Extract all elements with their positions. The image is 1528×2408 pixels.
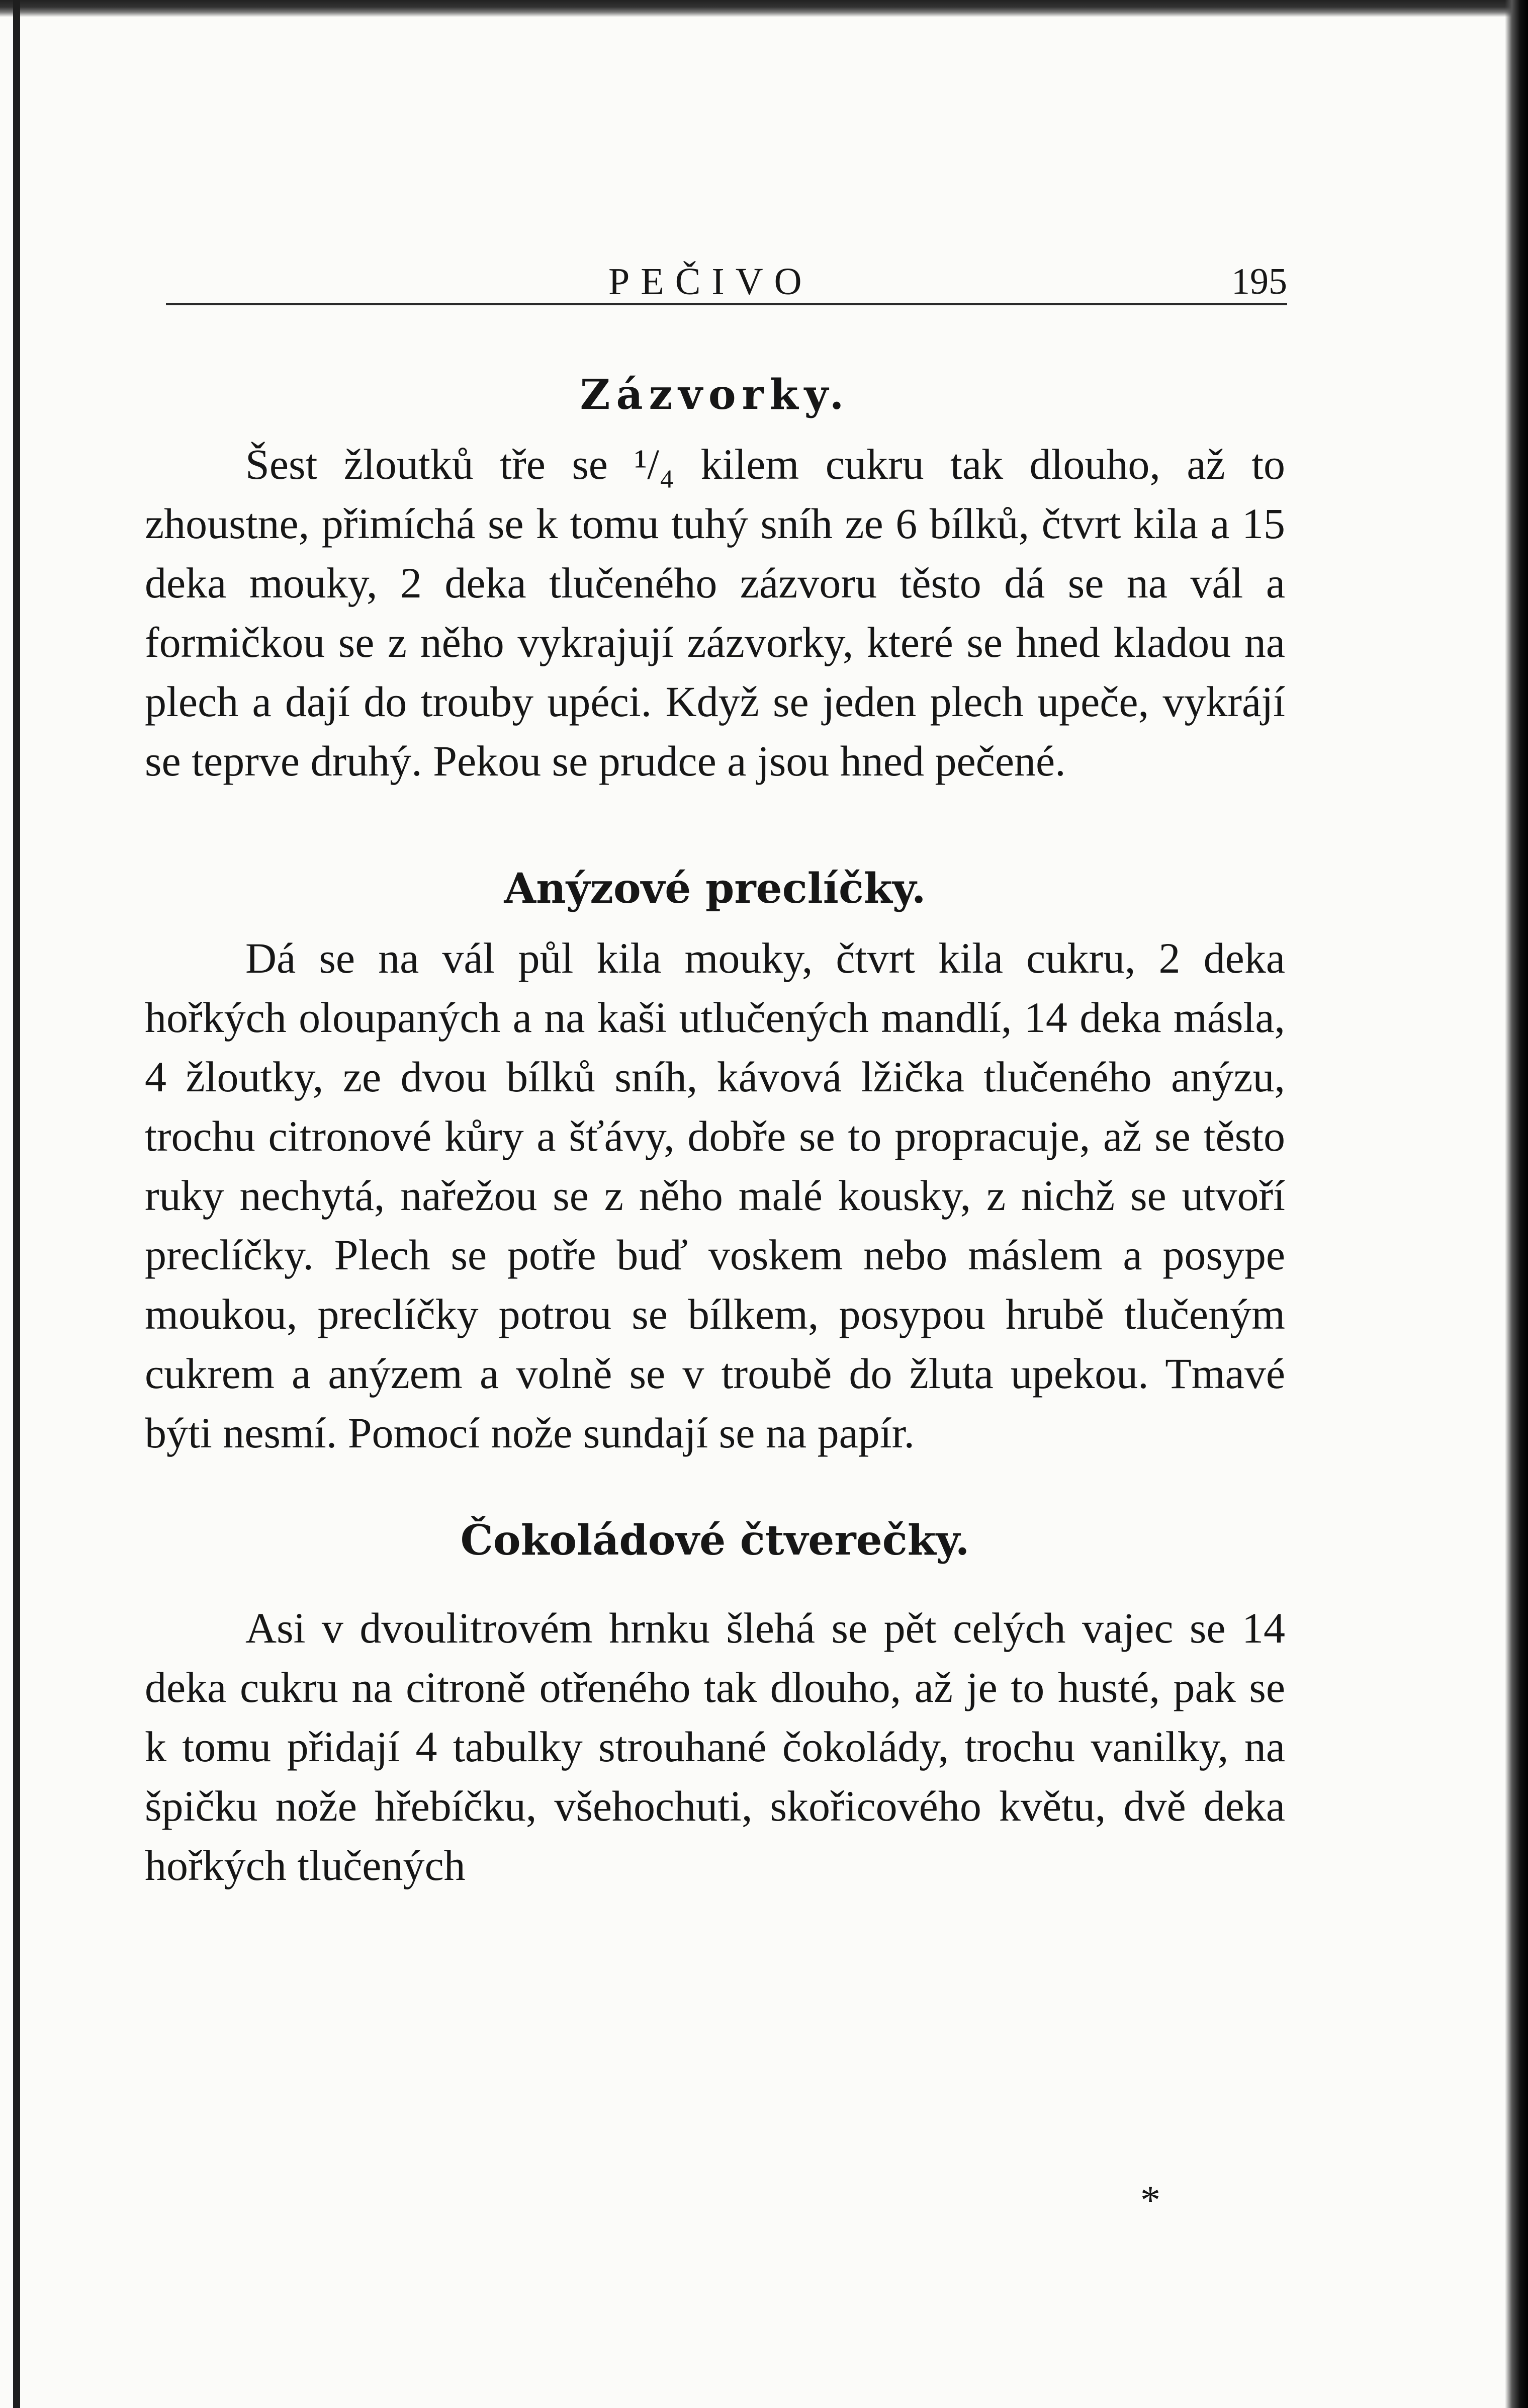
recipe-title: Zázvorky. xyxy=(580,371,850,419)
recipe-zazvorky xyxy=(145,362,1285,791)
recipe-anyzove-preclicky xyxy=(145,856,1285,1463)
page-top-edge xyxy=(0,0,1528,17)
recipe-title: Anýzové preclíčky. xyxy=(504,865,926,913)
recipe-text: Dá se na vál půl kila mouky, čtvrt kila cukru, 2 deka hořkých oloupaných a na kaši utlučených mandlí, 14 deka másla, 4 žloutky, ze dvou bílků sníh, kávová lžička tlučeného anýzu, trochu citronové kůry a šťávy, dobře se to propracuje, až se těsto ruky nechytá, nařežou se z něho malé kousky, z nichž se utvoří preclíčky. Plech se potře buď voskem nebo máslem a posype moukou, preclíčky potrou se bílkem, posypou hrubě tlučeným cukrem a anýzem a volně se v troubě do žluta upekou. Tmavé býti nesmí. Pomocí nože sundají se na papír. xyxy=(145,934,1285,1457)
signature-mark: * xyxy=(1140,2178,1160,2222)
page-right-edge xyxy=(1505,0,1528,2408)
page-left-edge xyxy=(13,0,20,2408)
recipe-cokoladove-ctverecky xyxy=(145,1508,1285,1895)
header-rule xyxy=(166,303,1287,305)
page-content xyxy=(145,362,1285,1895)
recipe-title: Čokoládové čtverečky. xyxy=(460,1516,970,1565)
page-number: 195 xyxy=(1231,261,1287,302)
recipe-text: Asi v dvoulitrovém hrnku šlehá se pět celých vajec se 14 deka cukru na citroně otřeného tak dlouho, až je to husté, pak se k tomu přidají 4 tabulky strouhané čokolády, trochu vanilky, na špičku nože hřebíčku, všehochuti, skořicového květu, dvě deka hořkých tlučených xyxy=(145,1604,1285,1889)
running-head xyxy=(166,254,1287,304)
recipe-text: Šest žloutků tře se ¹/₄ kilem cukru tak dlouho, až to zhoustne, přimíchá se k tomu tuhý sníh ze 6 bílků, čtvrt kila a 15 deka mouky, 2 deka tlučeného zázvoru těsto dá se na vál a formičkou se z něho vykrajují zázvorky, které se hned kladou na plech a dají do trouby upéci. Když se jeden plech upeče, vykrájí se teprve druhý. Pekou se prudce a jsou hned pečené. xyxy=(145,440,1285,785)
running-head-title: PEČIVO xyxy=(608,261,813,303)
